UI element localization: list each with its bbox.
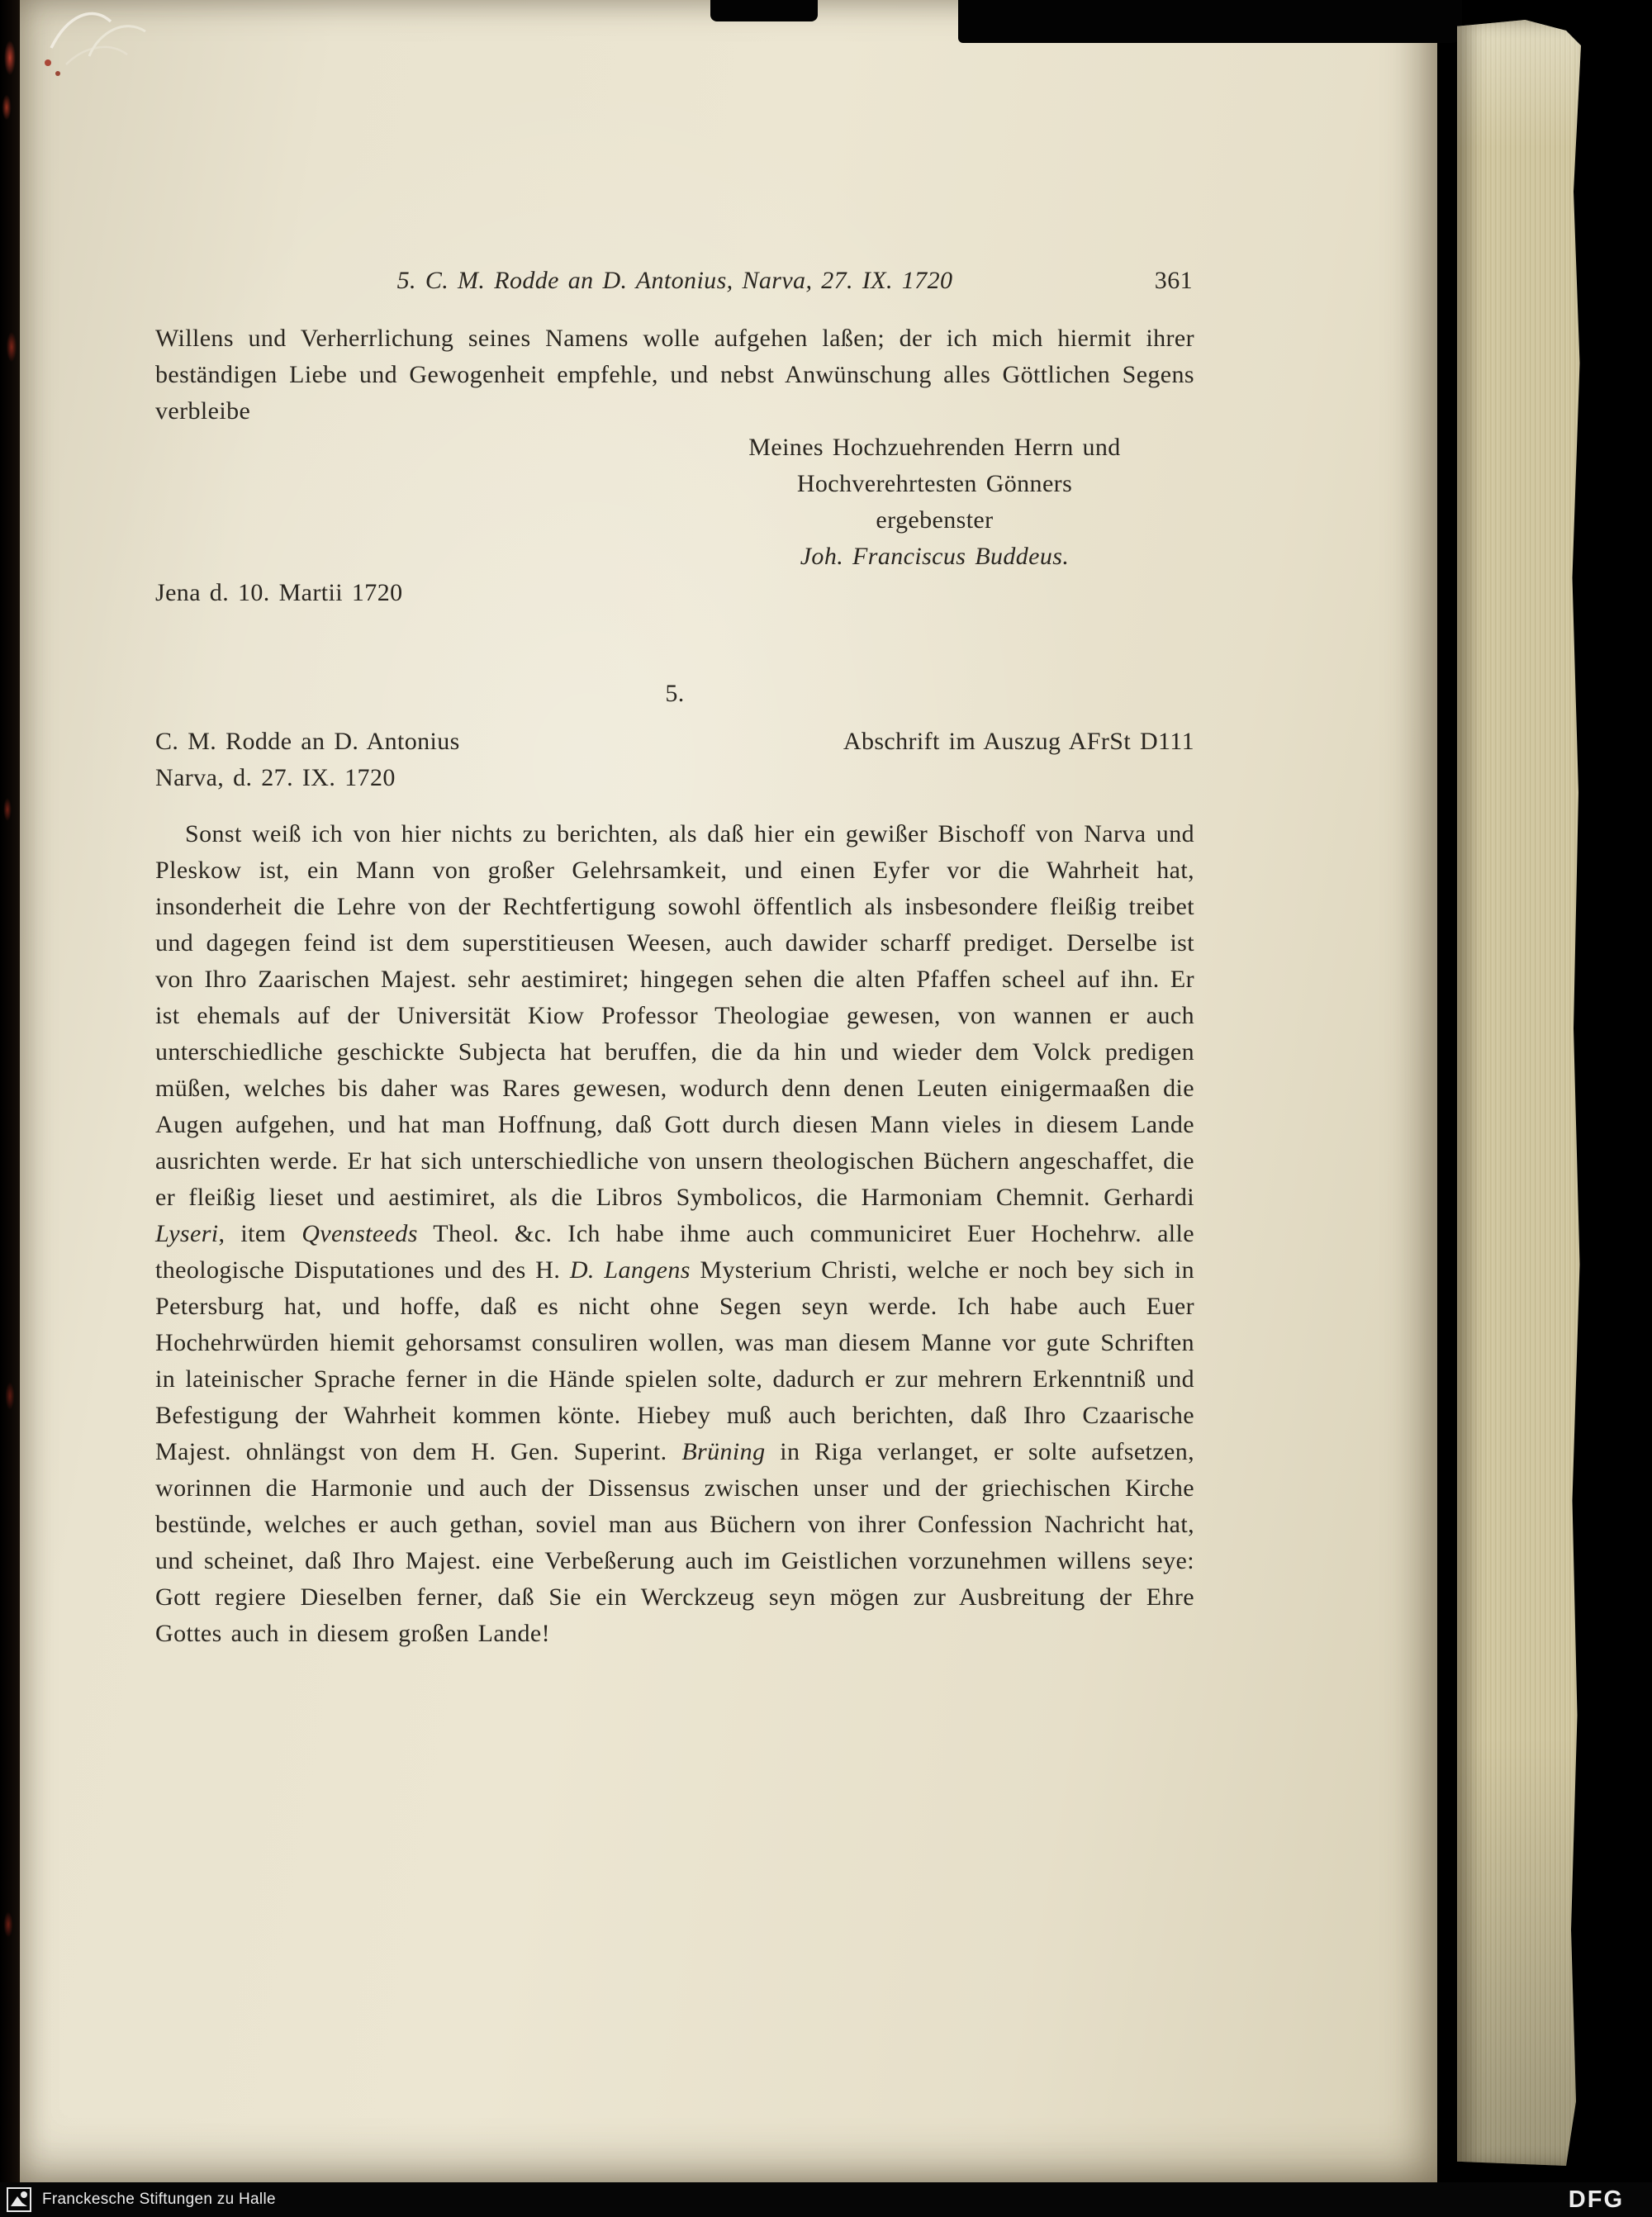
person-name-langen: D. Langens [569, 1256, 691, 1284]
person-name-lyseri: Lyseri [155, 1220, 219, 1247]
dfg-logo: DFG [1568, 2186, 1624, 2213]
body-segment: Mysterium Christi, welche er noch bey sich in Petersburg hat, und hoffe, daß es nicht ohne Segen seyn werde. Ich habe auch Euer Hochehrwürden hiemit gehorsamst consuliren wollen, was man diesem Manne vor gute Schriften in lateinischer Sprache ferner in die Hände spielen solte, dadurch er zur mehrern Erkenntniß und Befestigung der Wahrheit kommen könte. Hiebey muß auch berichten, daß Ihro Czaarische Majest. ohnlängst von dem H. Gen. Superint. [155, 1256, 1194, 1465]
person-name-bruening: Brüning [681, 1438, 766, 1465]
footer-bar [0, 2182, 1652, 2217]
letter-heading [155, 724, 1194, 796]
page-number: 361 [1154, 267, 1193, 294]
letter-body [155, 816, 1194, 1652]
body-segment: , item [218, 1220, 302, 1247]
top-shadow [958, 0, 1462, 43]
signature-line: Joh. Franciscus Buddeus. [800, 543, 1070, 570]
closing-line-3: ergebenster [876, 506, 994, 534]
section-number: 5. [665, 680, 685, 707]
page-content [155, 0, 1194, 1652]
body-segment: Sonst weiß ich von hier nichts zu berichten, als daß hier ein gewißer Bischoff von Narva und Pleskow ist, ein Mann von großer Gelehrsamkeit, und einen Eyfer vor die Wahrheit hat, insonderheit die Lehre von der Rechtfertigung sowohl öffentlich als insbesondere fleißig treibet und dagegen feind ist dem superstitieusen Weesen, auch dawider scharff prediget. Derselbe ist von Ihro Zaarischen Majest. sehr aestimiret; hingegen sehen die alten Pfaffen scheel auf ihn. Er ist ehemals auf der Universität Kiow Professor Theologiae gewesen, von wannen er auch unterschiedliche geschickte Subjecta hat beruffen, die da hin und wieder dem Volck predigen müßen, welches bis daher was Rares gewesen, wodurch denn denen Leuten einigermaaßen die Augen aufgehen, und hat man Hoffnung, daß Gott durch diesen Mann vieles in diesem Lande ausrichten werde. Er hat sich unterschiedliche von unsern theologischen Büchern angeschaffet, die er fleißig lieset und aestimiret, als die Libros Symbolicos, die Harmoniam Chemnit. Gerhardi [155, 820, 1194, 1211]
franckesche-stiftungen-logo-icon [6, 2186, 32, 2213]
source-note: Abschrift im Auszug AFrSt D111 [843, 728, 1194, 755]
running-header-text: 5. C. M. Rodde an D. Antonius, Narva, 27. IX. 1720 [396, 267, 953, 294]
top-shadow-small [710, 0, 818, 21]
binding-thread-marks [41, 0, 165, 79]
person-name-qvensteed: Qvensteeds [301, 1220, 418, 1247]
closing-line-1: Meines Hochzuehrenden Herrn und [748, 434, 1121, 461]
place-date-line: Narva, d. 27. IX. 1720 [155, 764, 396, 791]
opening-paragraph: Willens und Verherrlichung seines Namens wolle aufgehen laßen; der ich mich hiermit ihrer beständigen Liebe und Gewogenheit empfehle, und nebst Anwünschung alles Göttlichen Segens verbleibe [155, 325, 1194, 425]
body-segment: Theol. &c. Ich habe ihme auch communiciret Euer Hochehrw. alle theologische Disputationes und des H. [155, 1220, 1194, 1284]
book-page [18, 0, 1437, 2184]
closing-line-2: Hochverehrtesten Gönners [796, 470, 1073, 497]
closing-block [695, 430, 1174, 575]
running-header [155, 263, 1194, 299]
book-fore-edge [1457, 20, 1581, 2166]
institution-name: Franckesche Stiftungen zu Halle [42, 2191, 276, 2208]
book-spine-edge [0, 0, 20, 2184]
sender-line: C. M. Rodde an D. Antonius [155, 728, 460, 755]
body-segment: in Riga verlanget, er solte aufsetzen, worinnen die Harmonie und auch der Dissensus zwischen unser und der griechischen Kirche bestünde, welches er auch gethan, soviel man aus Büchern von ihrer Confession Nachricht hat, und scheinet, daß Ihro Majest. eine Verbeßerung auch im Geistlichen vorzunehmen willens seye: Gott regiere Dieselben ferner, daß Sie ein Werckzeug seyn mögen zur Ausbreitung der Ehre Gottes auch in diesem großen Lande! [155, 1438, 1194, 1647]
dateline: Jena d. 10. Martii 1720 [155, 579, 403, 606]
